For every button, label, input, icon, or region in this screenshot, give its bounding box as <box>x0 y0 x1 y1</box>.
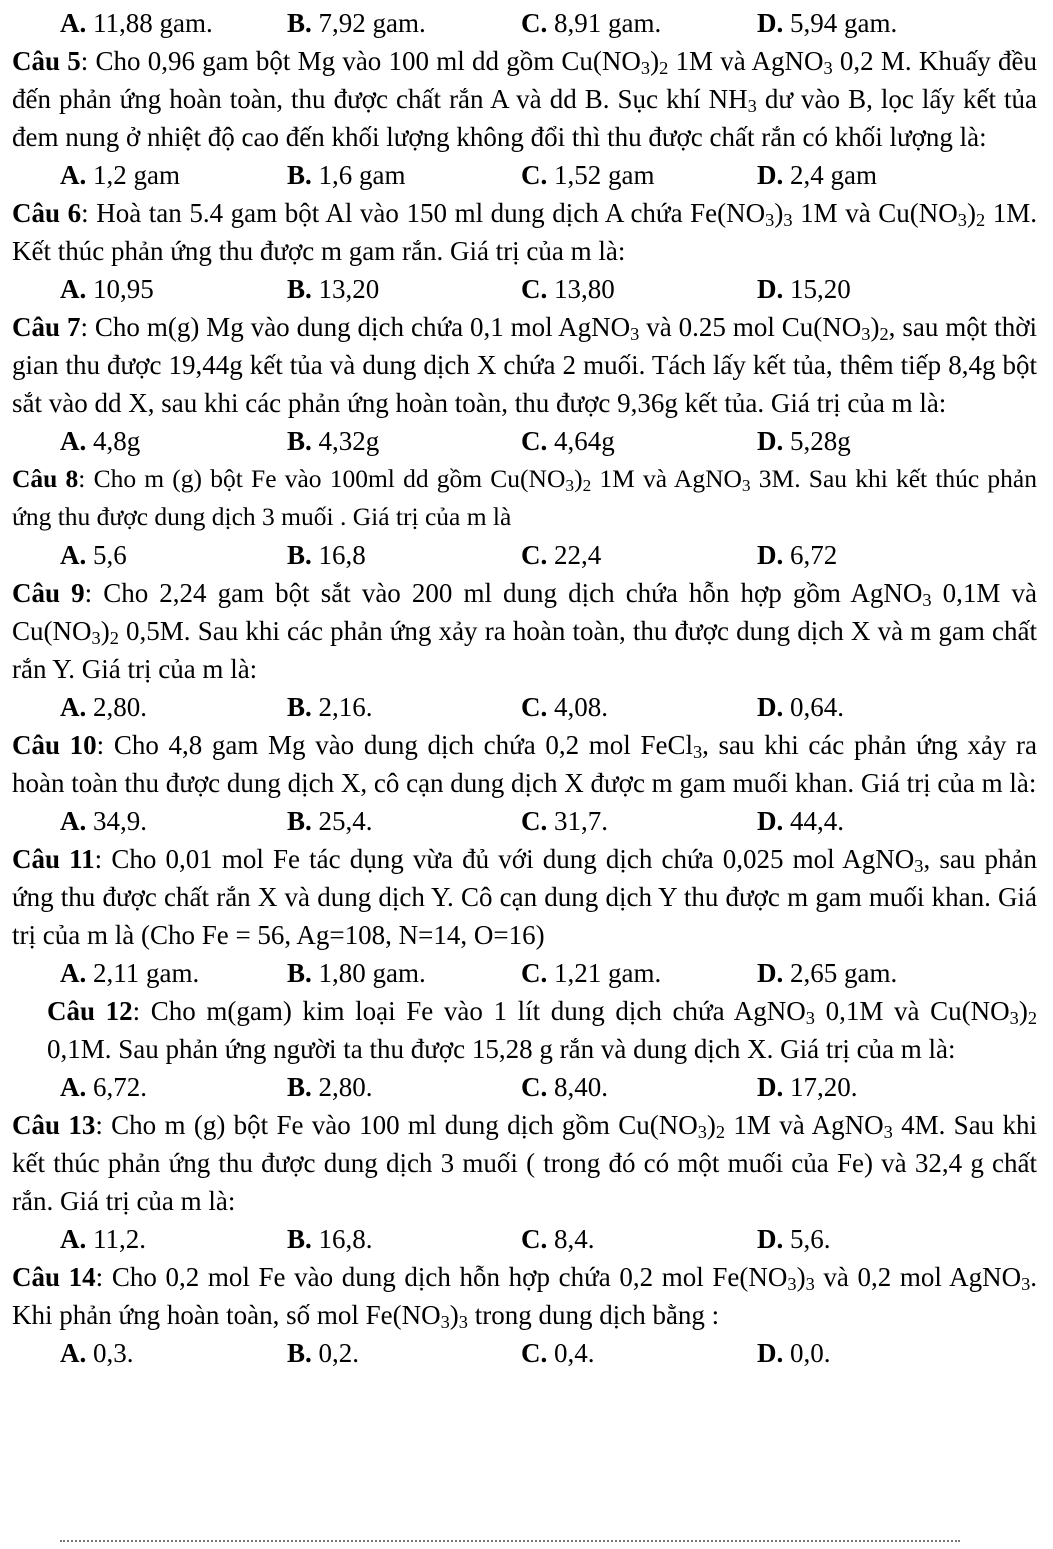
question-text-segment: : Hoà tan 5.4 gam bột Al vào 150 ml dung dịch A chứa Fe(NO <box>81 198 766 228</box>
answer-option-value: 17,20. <box>790 1072 858 1102</box>
subscript: 2 <box>109 628 119 649</box>
answer-option-letter: B. <box>287 540 312 570</box>
answer-option-letter: A. <box>60 274 87 304</box>
answer-option-letter: C. <box>521 426 548 456</box>
answer-option-value: 2,4 gam <box>790 160 877 190</box>
answer-option-a <box>60 1220 146 1258</box>
answer-option-value: 44,4. <box>790 806 844 836</box>
answer-option-c <box>521 422 615 460</box>
answer-option-value: 6,72 <box>790 540 838 570</box>
answer-options <box>0 1220 1053 1258</box>
subscript: 3 <box>765 210 775 231</box>
subscript: 3 <box>805 1008 815 1029</box>
answer-option-c <box>521 1334 595 1372</box>
subscript: 3 <box>640 58 651 79</box>
answer-option-letter: D. <box>757 692 784 722</box>
subscript: 3 <box>747 96 757 117</box>
subscript: 2 <box>582 475 592 495</box>
question-text <box>0 840 1053 954</box>
top-option-b: B. 7,92 gam. <box>287 8 426 38</box>
answer-option-value: 1,21 gam. <box>554 958 662 988</box>
subscript: 3 <box>805 1274 815 1295</box>
answer-option-c <box>521 1220 595 1258</box>
answer-option-letter: C. <box>521 1224 548 1254</box>
question-text-segment: , sau khi các phản ứng xảy ra hoàn toàn thu được dung dịch X, cô cạn dung dịch X được m gam muối khan. Giá trị của m là: <box>12 730 1037 798</box>
answer-option-value: 16,8. <box>318 1224 373 1254</box>
subscript: 3 <box>458 1312 468 1333</box>
subscript: 3 <box>783 210 793 231</box>
answer-option-value: 0,2. <box>318 1338 360 1368</box>
page-cut-divider <box>60 1540 960 1542</box>
question-text-segment: : Cho m (g) bột Fe vào 100ml dd gồm Cu(NO <box>78 464 566 493</box>
answer-option-a <box>60 1334 134 1372</box>
question-text-segment: : Cho 2,24 gam bột sắt vào 200 ml dung dịch chứa hỗn hợp gồm AgNO <box>84 578 923 608</box>
answer-option-d <box>757 954 897 992</box>
answer-option-c <box>521 270 615 308</box>
answer-options <box>0 536 1053 574</box>
top-options-row <box>0 4 1053 42</box>
question-label: Câu 9 <box>12 578 85 608</box>
answer-option-value: 1,52 gam <box>554 160 655 190</box>
question-text-segment: 1M và AgNO <box>591 464 742 493</box>
question-text-segment: 0,2 M. Khuấy đều đến phản ứng hoàn toàn, thu được chất rắn A và dd B. Sục khí NH <box>12 46 1038 114</box>
subscript: 3 <box>914 856 924 877</box>
answer-option-value: 0,3. <box>93 1338 134 1368</box>
answer-option-value: 2,16. <box>318 692 373 722</box>
question-label: Câu 6 <box>12 198 82 228</box>
answer-option-b <box>287 1220 373 1258</box>
question-q5 <box>0 42 1053 194</box>
answer-options <box>0 422 1053 460</box>
question-text-segment: 4M. Sau khi kết thúc phản ứng thu được dung dịch 3 muối ( trong đó có một muối của Fe) và 32,4 g chất rắn. Giá trị của m là: <box>12 1110 1038 1216</box>
answer-option-value: 2,65 gam. <box>790 958 898 988</box>
question-label: Câu 11 <box>12 844 95 874</box>
subscript: 3 <box>91 628 101 649</box>
answer-options <box>0 802 1053 840</box>
question-text-segment: ) <box>870 312 880 342</box>
answer-option-d <box>757 1334 831 1372</box>
answer-option-a <box>60 688 147 726</box>
answer-option-value: 13,80 <box>554 274 615 304</box>
answer-option-value: 6,72. <box>93 1072 147 1102</box>
answer-option-value: 4,64g <box>554 426 615 456</box>
answer-option-value: 4,08. <box>554 692 608 722</box>
answer-option-value: 31,7. <box>554 806 608 836</box>
answer-option-a <box>60 1068 147 1106</box>
answer-option-letter: D. <box>757 958 784 988</box>
answer-option-c <box>521 536 601 574</box>
question-text-segment: ) <box>100 616 110 646</box>
question-label: Câu 8 <box>12 464 79 493</box>
subscript: 3 <box>823 58 833 79</box>
subscript: 3 <box>861 324 871 345</box>
question-text-segment: 3M. Sau khi kết thúc phản ứng thu được dung dịch 3 muối . Giá trị của m là <box>12 464 1037 531</box>
answer-option-value: 1,80 gam. <box>318 958 426 988</box>
answer-option-letter: B. <box>287 958 312 988</box>
question-q9 <box>0 574 1053 726</box>
subscript: 2 <box>715 1122 726 1143</box>
answer-option-letter: A. <box>60 160 87 190</box>
answer-option-value: 1,2 gam <box>93 160 180 190</box>
subscript: 2 <box>1027 1008 1037 1029</box>
answer-option-value: 15,20 <box>790 274 851 304</box>
answer-option-d <box>757 688 844 726</box>
answer-option-value: 4,32g <box>318 426 380 456</box>
answer-option-a <box>60 270 154 308</box>
subscript: 3 <box>630 324 640 345</box>
answer-option-d <box>757 1068 858 1106</box>
answer-option-letter: A. <box>60 1224 87 1254</box>
question-label: Câu 13 <box>12 1110 96 1140</box>
question-list <box>0 42 1053 1372</box>
answer-options <box>0 1334 1053 1372</box>
question-text-segment: trong dung dịch bằng : <box>467 1300 720 1330</box>
question-text <box>0 42 1053 156</box>
answer-option-a <box>60 536 127 574</box>
answer-option-letter: B. <box>287 806 312 836</box>
answer-option-b <box>287 270 379 308</box>
answer-option-letter: C. <box>521 958 548 988</box>
question-text-segment: : Cho m (g) bột Fe vào 100 ml dung dịch gồm Cu(NO <box>95 1110 698 1140</box>
question-q12 <box>0 992 1053 1106</box>
subscript: 3 <box>883 1122 893 1143</box>
question-q8 <box>0 460 1053 574</box>
question-q6 <box>0 194 1053 308</box>
answer-option-letter: B. <box>287 692 312 722</box>
question-text-segment: ) <box>774 198 784 228</box>
question-text-segment: dư vào B, lọc lấy kết tủa đem nung ở nhiệt độ cao đến khối lượng không đổi thì thu được chất rắn có khối lượng là: <box>12 84 1037 152</box>
question-text-segment: : Cho 0,01 mol Fe tác dụng vừa đủ với dung dịch chứa 0,025 mol AgNO <box>94 844 915 874</box>
answer-option-a <box>60 422 140 460</box>
answer-option-value: 25,4. <box>318 806 373 836</box>
answer-option-letter: D. <box>757 1072 784 1102</box>
answer-option-letter: C. <box>521 1072 548 1102</box>
answer-option-value: 4,8g <box>93 426 141 456</box>
answer-option-b <box>287 688 373 726</box>
question-text-segment: : Cho 0,2 mol Fe vào dung dịch hỗn hợp chứa 0,2 mol Fe(NO <box>95 1262 788 1292</box>
question-text-segment: ) <box>650 46 660 76</box>
answer-option-letter: C. <box>521 1338 548 1368</box>
answer-option-value: 22,4 <box>554 540 602 570</box>
top-option-a: A. 11,88 gam. <box>60 8 213 38</box>
answer-option-d <box>757 802 844 840</box>
answer-options <box>0 270 1053 308</box>
subscript: 3 <box>922 590 932 611</box>
subscript: 3 <box>565 475 575 495</box>
answer-option-b <box>287 536 366 574</box>
answer-option-value: 34,9. <box>93 806 147 836</box>
answer-option-c <box>521 802 608 840</box>
subscript: 3 <box>1021 1274 1031 1295</box>
question-text-segment: : Cho 4,8 gam Mg vào dung dịch chứa 0,2 mol FeCl <box>96 730 693 760</box>
answer-option-value: 11,2. <box>93 1224 146 1254</box>
answer-option-c <box>521 954 661 992</box>
question-text-segment: ) <box>966 198 976 228</box>
question-text-segment: . Khi phản ứng hoàn toàn, số mol Fe(NO <box>12 1262 1038 1330</box>
subscript: 3 <box>1009 1008 1019 1029</box>
answer-option-letter: D. <box>757 1338 784 1368</box>
answer-option-letter: C. <box>521 692 548 722</box>
answer-option-value: 13,20 <box>318 274 380 304</box>
answer-option-letter: C. <box>521 540 548 570</box>
answer-option-letter: A. <box>60 958 87 988</box>
question-q10 <box>0 726 1053 840</box>
question-q14 <box>0 1258 1053 1372</box>
subscript: 2 <box>659 58 669 79</box>
answer-option-letter: C. <box>521 274 548 304</box>
question-text-segment: : Cho m(g) Mg vào dung dịch chứa 0,1 mol AgNO <box>80 312 631 342</box>
question-text-segment: ) <box>449 1300 459 1330</box>
subscript: 3 <box>741 475 751 495</box>
question-text-segment: 0,1M và Cu(NO <box>12 578 1037 646</box>
question-text-segment: 0,1M và Cu(NO <box>814 996 1010 1026</box>
question-text-segment: ) <box>796 1262 806 1292</box>
question-q11 <box>0 840 1053 992</box>
subscript: 3 <box>957 210 967 231</box>
answer-option-b <box>287 422 379 460</box>
answer-option-value: 5,6. <box>790 1224 831 1254</box>
subscript: 3 <box>440 1312 450 1333</box>
answer-option-a <box>60 156 180 194</box>
question-text-segment: ) <box>1018 996 1028 1026</box>
answer-option-value: 8,40. <box>554 1072 608 1102</box>
answer-option-value: 5,6 <box>93 540 127 570</box>
answer-option-c <box>521 1068 608 1106</box>
answer-option-b <box>287 156 406 194</box>
question-text-segment: 0,5M. Sau khi các phản ứng xảy ra hoàn toàn, thu được dung dịch X và m gam chất rắn Y. Giá trị của m là: <box>12 616 1037 684</box>
question-text <box>0 1258 1053 1334</box>
answer-option-value: 5,28g <box>790 426 851 456</box>
answer-option-value: 0,4. <box>554 1338 595 1368</box>
answer-option-b <box>287 1068 373 1106</box>
question-text <box>0 460 1053 536</box>
question-text-segment: ) <box>574 464 583 493</box>
top-option-d: D. 5,94 gam. <box>757 8 898 38</box>
question-label: Câu 14 <box>12 1262 96 1292</box>
answer-option-letter: A. <box>60 1338 87 1368</box>
subscript: 3 <box>787 1274 797 1295</box>
answer-option-value: 0,64. <box>790 692 844 722</box>
answer-option-b <box>287 802 373 840</box>
answer-options <box>0 688 1053 726</box>
question-label: Câu 5 <box>12 46 81 76</box>
answer-option-value: 8,4. <box>554 1224 595 1254</box>
answer-option-letter: D. <box>757 1224 784 1254</box>
answer-option-value: 2,80. <box>93 692 147 722</box>
question-label: Câu 12 <box>47 996 133 1026</box>
answer-option-letter: B. <box>287 274 312 304</box>
answer-option-b <box>287 1334 359 1372</box>
answer-option-b <box>287 954 426 992</box>
question-text-segment: 1M. Kết thúc phản ứng thu được m gam rắn. Giá trị của m là: <box>12 198 1037 266</box>
answer-option-a <box>60 802 147 840</box>
question-text-segment: 1M và AgNO <box>668 46 824 76</box>
answer-option-letter: B. <box>287 1224 312 1254</box>
answer-option-c <box>521 156 655 194</box>
subscript: 2 <box>975 210 986 231</box>
question-text-segment: và 0,2 mol AgNO <box>814 1262 1022 1292</box>
question-text <box>0 574 1053 688</box>
answer-option-letter: A. <box>60 426 87 456</box>
answer-option-letter: D. <box>757 426 784 456</box>
question-text-segment: , sau một thời gian thu được 19,44g kết tủa và dung dịch X chứa 2 muối. Tách lấy kết tủa, thêm tiếp 8,4g bột sắt vào dd X, sau khi các phản ứng hoàn toàn, thu được 9,36g kết tủa. Giá trị của m là: <box>12 312 1037 418</box>
question-text-segment: 1M và AgNO <box>725 1110 884 1140</box>
question-q13 <box>0 1106 1053 1258</box>
answer-option-letter: C. <box>521 160 548 190</box>
top-option-c: C. 8,91 gam. <box>521 8 662 38</box>
answer-option-value: 2,80. <box>318 1072 373 1102</box>
answer-options <box>0 156 1053 194</box>
question-text-segment: và 0.25 mol Cu(NO <box>639 312 862 342</box>
question-q7 <box>0 308 1053 460</box>
answer-option-value: 16,8 <box>318 540 366 570</box>
answer-option-letter: C. <box>521 806 548 836</box>
question-text-segment: : Cho m(gam) kim loại Fe vào 1 lít dung dịch chứa AgNO <box>132 996 806 1026</box>
answer-option-d <box>757 270 851 308</box>
answer-option-value: 1,6 gam <box>318 160 406 190</box>
answer-option-d <box>757 422 851 460</box>
answer-options <box>0 954 1053 992</box>
answer-options <box>0 1068 1053 1106</box>
question-label: Câu 10 <box>12 730 97 760</box>
answer-option-letter: D. <box>757 540 784 570</box>
question-text-segment: 0,1M. Sau phản ứng người ta thu được 15,28 g rắn và dung dịch X. Giá trị của m là: <box>47 1034 956 1064</box>
answer-option-letter: B. <box>287 160 312 190</box>
answer-option-d <box>757 536 837 574</box>
answer-option-letter: B. <box>287 1072 312 1102</box>
answer-option-letter: A. <box>60 806 87 836</box>
question-text-segment: , sau phản ứng thu được chất rắn X và dung dịch Y. Cô cạn dung dịch Y thu được m gam muối khan. Giá trị của m là (Cho Fe = 56, Ag=108, N=14, O=16) <box>12 844 1037 950</box>
question-text-segment: 1M và Cu(NO <box>792 198 958 228</box>
subscript: 2 <box>879 324 889 345</box>
answer-option-letter: D. <box>757 160 784 190</box>
question-text <box>0 726 1053 802</box>
subscript: 3 <box>692 742 703 763</box>
answer-option-a <box>60 954 199 992</box>
answer-option-d <box>757 156 877 194</box>
question-text <box>0 992 1053 1068</box>
answer-option-letter: D. <box>757 274 784 304</box>
answer-option-letter: B. <box>287 1338 312 1368</box>
question-text-segment: ) <box>706 1110 716 1140</box>
answer-option-letter: A. <box>60 692 87 722</box>
question-text <box>0 1106 1053 1220</box>
answer-option-letter: A. <box>60 1072 87 1102</box>
answer-option-value: 0,0. <box>790 1338 831 1368</box>
answer-option-value: 2,11 gam. <box>93 958 200 988</box>
question-text <box>0 308 1053 422</box>
question-text-segment: : Cho 0,96 gam bột Mg vào 100 ml dd gồm Cu(NO <box>80 46 641 76</box>
answer-option-d <box>757 1220 831 1258</box>
answer-option-letter: B. <box>287 426 312 456</box>
answer-option-letter: D. <box>757 806 784 836</box>
question-label: Câu 7 <box>12 312 81 342</box>
question-text <box>0 194 1053 270</box>
answer-option-letter: A. <box>60 540 87 570</box>
subscript: 3 <box>697 1122 707 1143</box>
answer-option-value: 10,95 <box>93 274 154 304</box>
answer-option-c <box>521 688 608 726</box>
